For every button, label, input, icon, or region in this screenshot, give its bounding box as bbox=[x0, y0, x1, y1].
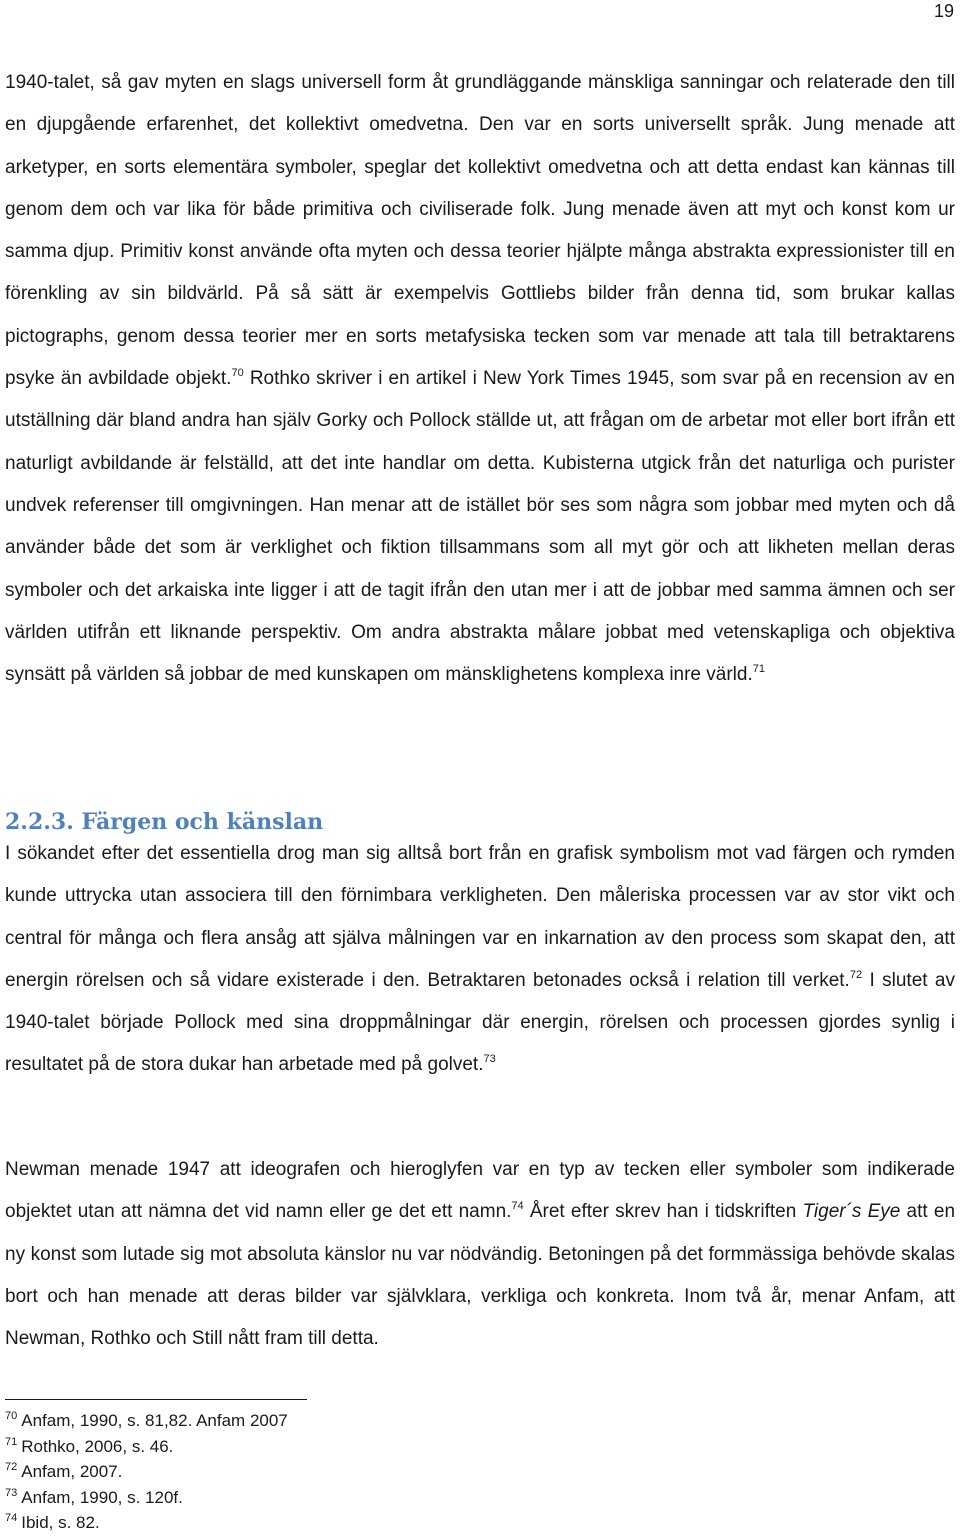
footnote-item bbox=[5, 1510, 288, 1536]
body-paragraph-1 bbox=[5, 62, 955, 696]
section-heading: 2.2.3. Färgen och känslan bbox=[5, 809, 324, 835]
footnote-ref-74[interactable]: 74 bbox=[511, 1200, 524, 1213]
paragraph-text: I sökandet efter det essentiella drog man sig alltså bort från en grafisk symbolism mot vad färgen och rymden kunde uttrycka utan associera till den förnimbara verkligheten. Den måleriska processen var av stor vikt och central för många och flera ansåg att själva målningen var en inkarnation av den process som skapat den, att energin rörelsen och så vidare existerade i den. Betraktaren betonades också i relation till verket. bbox=[5, 843, 955, 991]
paragraph-text: I slutet av 1940-talet började Pollock med sina droppmålningar där energin, rörelsen och processen gjordes synlig i resultatet på de stora dukar han arbetade med på golvet. bbox=[5, 969, 955, 1076]
footnote-text: Anfam, 1990, s. 120f. bbox=[21, 1487, 183, 1507]
paragraph-text: Newman menade 1947 att ideografen och hieroglyfen var en typ av tecken eller symboler som indikerade objektet utan att nämna det vid namn eller ge det ett namn. bbox=[5, 1159, 955, 1223]
paragraph-text: 1940-talet, så gav myten en slags universell form åt grundläggande mänskliga sanningar och relaterade den till en djupgående erfarenhet, det kollektivt omedvetna. Den var en sorts universellt språk. Jung menade att arketyper, en sorts elementära symboler, speglar det kollektivt omedvetna och att detta endast kan kännas till genom dem och var lika för både primitiva och civiliserade folk. Jung menade även att myt och konst kom ur samma djup. Primitiv konst använde ofta myten och dessa teorier hjälpte många abstrakta expressionister till en förenkling av sin bildvärld. På så sätt är exempelvis Gottliebs bilder från denna tid, som brukar kallas pictographs, genom dessa teorier mer en sorts metafysiska tecken som var menade att tala till betraktarens psyke än avbildade objekt. bbox=[5, 72, 955, 390]
paragraph-text: att en ny konst som lutade sig mot absoluta känslor nu var nödvändig. Betoningen på det formmässiga behövde skalas bort och han menade att deras bilder var självklara, verkliga och konkreta. Inom två år, menar Anfam, att Newman, Rothko och Still nått fram till detta. bbox=[5, 1201, 956, 1350]
body-paragraph-2 bbox=[5, 833, 955, 1087]
footnote-item bbox=[5, 1408, 288, 1434]
footnote-number: 73 bbox=[5, 1486, 18, 1499]
footnote-item bbox=[5, 1485, 288, 1511]
footnote-number: 71 bbox=[5, 1435, 18, 1448]
footnote-ref-71[interactable]: 71 bbox=[752, 663, 765, 676]
body-paragraph-3 bbox=[5, 1149, 955, 1360]
footnote-text: Anfam, 2007. bbox=[21, 1462, 123, 1482]
footnote-number: 74 bbox=[5, 1512, 18, 1525]
footnote-item bbox=[5, 1434, 288, 1460]
footnote-item bbox=[5, 1459, 288, 1485]
footnote-list bbox=[5, 1408, 288, 1536]
footnote-number: 72 bbox=[5, 1461, 18, 1474]
paragraph-text: Året efter skrev han i tidskriften bbox=[523, 1201, 803, 1223]
paragraph-text: Rothko skriver i en artikel i New York Times 1945, som svar på en recension av en utställning där bland andra han själv Gorky och Pollock ställde ut, att frågan om de arbetar mot eller bort ifrån ett naturligt avbildande är felställd, att det inte handlar om detta. Kubisterna utgick från det naturliga och purister undvek referenser till omgivningen. Han menar att de istället bör ses som några som jobbar med myten och då använder både det som är verklighet och fiktion tillsammans som all myt gör och att likheten mellan deras symboler och det arkaiska inte ligger i att de tagit ifrån den utan mer i att de jobbar med samma ämnen och ser världen utifrån ett liknande perspektiv. Om andra abstrakta målare jobbat med vetenskapliga och objektiva synsätt på världen så jobbar de med kunskapen om mänsklighetens komplexa inre värld. bbox=[5, 368, 955, 686]
footnote-ref-73[interactable]: 73 bbox=[483, 1053, 496, 1066]
footnote-text: Rothko, 2006, s. 46. bbox=[21, 1436, 174, 1456]
page-number: 19 bbox=[933, 1, 954, 21]
footnote-separator bbox=[5, 1399, 307, 1400]
footnote-number: 70 bbox=[5, 1410, 18, 1422]
publication-title: Tiger´s Eye bbox=[802, 1201, 901, 1223]
footnote-text: Anfam, 1990, s. 81,82. Anfam 2007 bbox=[21, 1411, 288, 1430]
footnote-text: Ibid, s. 82. bbox=[21, 1513, 100, 1533]
footnote-ref-70[interactable]: 70 bbox=[231, 367, 244, 380]
footnote-ref-72[interactable]: 72 bbox=[849, 968, 863, 981]
